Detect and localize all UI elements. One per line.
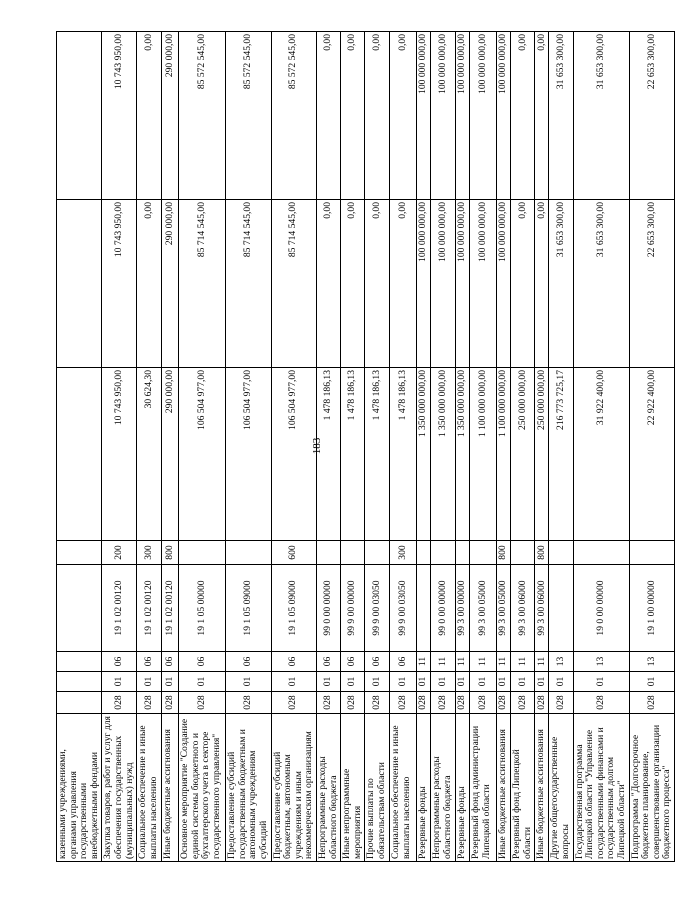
expense-type-cell — [226, 541, 271, 565]
row-label: Подпрограмма "Долгосрочное бюджетное планирование, совершенствование организации бюджетного процесса" — [629, 714, 674, 862]
expense-type-cell: 600 — [271, 541, 316, 565]
table-row — [535, 32, 549, 862]
amount-2024-cell: 100 000 000,00 — [431, 32, 456, 200]
section-cell: 01 — [162, 672, 179, 692]
target-article-cell: 99 9 00 03050 — [365, 565, 390, 652]
code-cell: 028 — [417, 692, 431, 714]
target-article-cell: 19 1 00 00000 — [629, 565, 674, 652]
expense-type-cell: 200 — [102, 541, 137, 565]
amount-2022-cell: 1 478 186,13 — [341, 368, 365, 541]
amount-2023-cell: 10 743 950,00 — [102, 200, 137, 368]
amount-2023-cell: 100 000 000,00 — [497, 200, 511, 368]
amount-2023-cell: 0,00 — [365, 200, 390, 368]
amount-2023-cell: 100 000 000,00 — [470, 200, 497, 368]
code-cell: 028 — [271, 692, 316, 714]
row-label: Предоставление субсидий государственным бюджетным и автономным учреждениям субсидий — [226, 714, 271, 862]
code-cell: 028 — [549, 692, 573, 714]
expense-type-cell — [573, 541, 629, 565]
amount-2023-cell: 31 653 300,00 — [573, 200, 629, 368]
code-cell: 028 — [179, 692, 226, 714]
amount-2024-cell: 0,00 — [390, 32, 417, 200]
row-label: Резервные фонды — [456, 714, 470, 862]
amount-2024-cell: 22 653 300,00 — [629, 32, 674, 200]
row-label: Закупка товаров, работ и услуг для обеспечения государственных (муниципальных) нужд — [102, 714, 137, 862]
expense-type-cell — [511, 541, 535, 565]
amount-2022-cell: 216 773 725,17 — [549, 368, 573, 541]
target-article-cell — [57, 565, 102, 652]
row-label: Социальное обеспечение и иные выплаты населению — [390, 714, 417, 862]
table-row — [549, 32, 573, 862]
row-label: Иные непрограммные мероприятия — [341, 714, 365, 862]
row-label: Резервный фонд Липецкой области — [511, 714, 535, 862]
row-label: Резервные фонды — [417, 714, 431, 862]
target-article-cell: 19 1 05 09000 — [271, 565, 316, 652]
table-row — [137, 32, 162, 862]
code-cell: 028 — [629, 692, 674, 714]
row-label: Непрограммные расходы областного бюджета — [316, 714, 340, 862]
amount-2023-cell: 31 653 300,00 — [549, 200, 573, 368]
table-row — [456, 32, 470, 862]
amount-2022-cell: 106 504 977,00 — [271, 368, 316, 541]
section-cell: 01 — [573, 672, 629, 692]
amount-2022-cell: 106 504 977,00 — [179, 368, 226, 541]
row-label: Иные бюджетные ассигнования — [162, 714, 179, 862]
subsection-cell: 11 — [456, 652, 470, 672]
amount-2022-cell — [57, 368, 102, 541]
row-label: Иные бюджетные ассигнования — [535, 714, 549, 862]
expense-type-cell: 800 — [497, 541, 511, 565]
target-article-cell: 19 1 05 09000 — [226, 565, 271, 652]
table-row — [162, 32, 179, 862]
subsection-cell: 11 — [417, 652, 431, 672]
target-article-cell: 19 1 02 00120 — [137, 565, 162, 652]
target-article-cell: 99 0 00 00000 — [431, 565, 456, 652]
budget-table-container — [56, 32, 673, 862]
section-cell — [57, 672, 102, 692]
amount-2024-cell: 100 000 000,00 — [456, 32, 470, 200]
amount-2023-cell: 0,00 — [137, 200, 162, 368]
target-article-cell — [549, 565, 573, 652]
amount-2023-cell: 100 000 000,00 — [417, 200, 431, 368]
section-cell: 01 — [549, 672, 573, 692]
row-label: Иные бюджетные ассигнования — [497, 714, 511, 862]
target-article-cell: 19 1 02 00120 — [162, 565, 179, 652]
amount-2024-cell: 0,00 — [316, 32, 340, 200]
amount-2023-cell: 0,00 — [316, 200, 340, 368]
row-label: Прочие выплаты по обязательствам области — [365, 714, 390, 862]
amount-2022-cell: 1 478 186,13 — [316, 368, 340, 541]
table-row — [57, 32, 102, 862]
expense-type-cell — [57, 541, 102, 565]
amount-2024-cell: 290 000,00 — [162, 32, 179, 200]
table-row — [341, 32, 365, 862]
code-cell: 028 — [535, 692, 549, 714]
code-cell: 028 — [573, 692, 629, 714]
target-article-cell — [417, 565, 431, 652]
amount-2022-cell: 1 478 186,13 — [390, 368, 417, 541]
table-row — [179, 32, 226, 862]
section-cell: 01 — [271, 672, 316, 692]
subsection-cell: 06 — [226, 652, 271, 672]
subsection-cell: 06 — [316, 652, 340, 672]
subsection-cell: 06 — [137, 652, 162, 672]
section-cell: 01 — [456, 672, 470, 692]
section-cell: 01 — [629, 672, 674, 692]
row-label: Другие общегосударственные вопросы — [549, 714, 573, 862]
target-article-cell: 19 1 02 00120 — [102, 565, 137, 652]
section-cell: 01 — [390, 672, 417, 692]
amount-2023-cell: 290 000,00 — [162, 200, 179, 368]
expense-type-cell — [365, 541, 390, 565]
subsection-cell: 06 — [102, 652, 137, 672]
subsection-cell: 11 — [431, 652, 456, 672]
section-cell: 01 — [417, 672, 431, 692]
section-cell: 01 — [341, 672, 365, 692]
amount-2022-cell: 1 478 186,13 — [365, 368, 390, 541]
amount-2023-cell: 22 653 300,00 — [629, 200, 674, 368]
code-cell: 028 — [162, 692, 179, 714]
row-label: Государственная программа Липецкой области "Управление государственными финансами и государственным долгом Липецкой области" — [573, 714, 629, 862]
amount-2024-cell: 100 000 000,00 — [497, 32, 511, 200]
amount-2023-cell: 85 714 545,00 — [271, 200, 316, 368]
subsection-cell — [57, 652, 102, 672]
code-cell: 028 — [456, 692, 470, 714]
row-label: казенными учреждениями, органами управления государственными внебюджетными фондами — [57, 714, 102, 862]
expense-type-cell — [470, 541, 497, 565]
table-row — [365, 32, 390, 862]
amount-2024-cell — [57, 32, 102, 200]
amount-2023-cell: 0,00 — [511, 200, 535, 368]
target-article-cell: 99 3 00 06000 — [535, 565, 549, 652]
expense-type-cell — [417, 541, 431, 565]
code-cell: 028 — [137, 692, 162, 714]
table-row — [573, 32, 629, 862]
table-row — [511, 32, 535, 862]
row-label: Основное мероприятие "Создание единой системы бюджетного и бухгалтерского учета в секторе государственного управления" — [179, 714, 226, 862]
section-cell: 01 — [431, 672, 456, 692]
table-row — [497, 32, 511, 862]
expense-type-cell — [341, 541, 365, 565]
subsection-cell: 13 — [549, 652, 573, 672]
subsection-cell: 11 — [470, 652, 497, 672]
subsection-cell: 06 — [271, 652, 316, 672]
code-cell: 028 — [365, 692, 390, 714]
code-cell: 028 — [497, 692, 511, 714]
section-cell: 01 — [535, 672, 549, 692]
expense-type-cell — [179, 541, 226, 565]
subsection-cell: 06 — [390, 652, 417, 672]
subsection-cell: 13 — [629, 652, 674, 672]
subsection-cell: 06 — [179, 652, 226, 672]
code-cell: 028 — [316, 692, 340, 714]
subsection-cell: 13 — [573, 652, 629, 672]
expense-type-cell — [316, 541, 340, 565]
target-article-cell: 99 3 00 00000 — [456, 565, 470, 652]
amount-2024-cell: 85 572 545,00 — [271, 32, 316, 200]
expense-type-cell — [629, 541, 674, 565]
amount-2023-cell: 85 714 545,00 — [179, 200, 226, 368]
expense-type-cell — [456, 541, 470, 565]
section-cell: 01 — [470, 672, 497, 692]
code-cell: 028 — [470, 692, 497, 714]
row-label: Непрограммные расходы областного бюджета — [431, 714, 456, 862]
row-label: Предоставление субсидий бюджетным, автономным учреждениям и иным некоммерческим организациям — [271, 714, 316, 862]
amount-2024-cell: 0,00 — [365, 32, 390, 200]
table-row — [470, 32, 497, 862]
section-cell: 01 — [226, 672, 271, 692]
amount-2024-cell: 85 572 545,00 — [226, 32, 271, 200]
subsection-cell: 06 — [365, 652, 390, 672]
section-cell: 01 — [365, 672, 390, 692]
target-article-cell: 99 3 00 05000 — [497, 565, 511, 652]
amount-2022-cell: 1 100 000 000,00 — [470, 368, 497, 541]
subsection-cell: 11 — [497, 652, 511, 672]
amount-2024-cell: 100 000 000,00 — [470, 32, 497, 200]
subsection-cell: 06 — [162, 652, 179, 672]
expense-type-cell: 300 — [137, 541, 162, 565]
section-cell: 01 — [137, 672, 162, 692]
code-cell: 028 — [390, 692, 417, 714]
amount-2024-cell: 31 653 300,00 — [549, 32, 573, 200]
table-row — [417, 32, 431, 862]
amount-2024-cell: 100 000 000,00 — [417, 32, 431, 200]
section-cell: 01 — [511, 672, 535, 692]
amount-2022-cell: 30 624,30 — [137, 368, 162, 541]
expense-type-cell: 800 — [535, 541, 549, 565]
amount-2022-cell: 31 922 400,00 — [573, 368, 629, 541]
table-body — [57, 32, 675, 862]
amount-2022-cell: 22 922 400,00 — [629, 368, 674, 541]
amount-2023-cell: 100 000 000,00 — [431, 200, 456, 368]
row-label: Резервный фонд администрации Липецкой области — [470, 714, 497, 862]
amount-2022-cell: 1 100 000 000,00 — [497, 368, 511, 541]
amount-2024-cell: 0,00 — [137, 32, 162, 200]
code-cell — [57, 692, 102, 714]
amount-2023-cell — [57, 200, 102, 368]
amount-2022-cell: 1 350 000 000,00 — [456, 368, 470, 541]
amount-2022-cell: 106 504 977,00 — [226, 368, 271, 541]
subsection-cell: 11 — [511, 652, 535, 672]
amount-2024-cell: 0,00 — [535, 32, 549, 200]
amount-2022-cell: 1 350 000 000,00 — [417, 368, 431, 541]
code-cell: 028 — [511, 692, 535, 714]
section-cell: 01 — [102, 672, 137, 692]
amount-2023-cell: 0,00 — [535, 200, 549, 368]
amount-2023-cell: 85 714 545,00 — [226, 200, 271, 368]
section-cell: 01 — [316, 672, 340, 692]
page-number: 183 — [311, 437, 323, 455]
target-article-cell: 99 3 00 05000 — [470, 565, 497, 652]
table-row — [390, 32, 417, 862]
amount-2022-cell: 250 000 000,00 — [535, 368, 549, 541]
row-label: Социальное обеспечение и иные выплаты населению — [137, 714, 162, 862]
amount-2024-cell: 31 653 300,00 — [573, 32, 629, 200]
expense-type-cell: 800 — [162, 541, 179, 565]
section-cell: 01 — [497, 672, 511, 692]
target-article-cell: 99 3 00 06000 — [511, 565, 535, 652]
target-article-cell: 99 9 00 03050 — [390, 565, 417, 652]
amount-2023-cell: 0,00 — [341, 200, 365, 368]
target-article-cell: 19 1 05 00000 — [179, 565, 226, 652]
amount-2024-cell: 85 572 545,00 — [179, 32, 226, 200]
amount-2022-cell: 10 743 950,00 — [102, 368, 137, 541]
code-cell: 028 — [431, 692, 456, 714]
target-article-cell: 99 9 00 00000 — [341, 565, 365, 652]
table-row — [316, 32, 340, 862]
subsection-cell: 11 — [535, 652, 549, 672]
table-row — [226, 32, 271, 862]
code-cell: 028 — [341, 692, 365, 714]
target-article-cell: 99 0 00 00000 — [316, 565, 340, 652]
budget-table — [56, 31, 675, 862]
table-row — [271, 32, 316, 862]
amount-2022-cell: 1 350 000 000,00 — [431, 368, 456, 541]
expense-type-cell — [549, 541, 573, 565]
expense-type-cell: 300 — [390, 541, 417, 565]
code-cell: 028 — [226, 692, 271, 714]
section-cell: 01 — [179, 672, 226, 692]
amount-2024-cell: 0,00 — [511, 32, 535, 200]
target-article-cell: 19 0 00 00000 — [573, 565, 629, 652]
code-cell: 028 — [102, 692, 137, 714]
amount-2022-cell: 250 000 000,00 — [511, 368, 535, 541]
amount-2022-cell: 290 000,00 — [162, 368, 179, 541]
amount-2024-cell: 10 743 950,00 — [102, 32, 137, 200]
table-row — [102, 32, 137, 862]
amount-2024-cell: 0,00 — [341, 32, 365, 200]
table-row — [431, 32, 456, 862]
amount-2023-cell: 100 000 000,00 — [456, 200, 470, 368]
amount-2023-cell: 0,00 — [390, 200, 417, 368]
expense-type-cell — [431, 541, 456, 565]
table-row — [629, 32, 674, 862]
subsection-cell: 06 — [341, 652, 365, 672]
